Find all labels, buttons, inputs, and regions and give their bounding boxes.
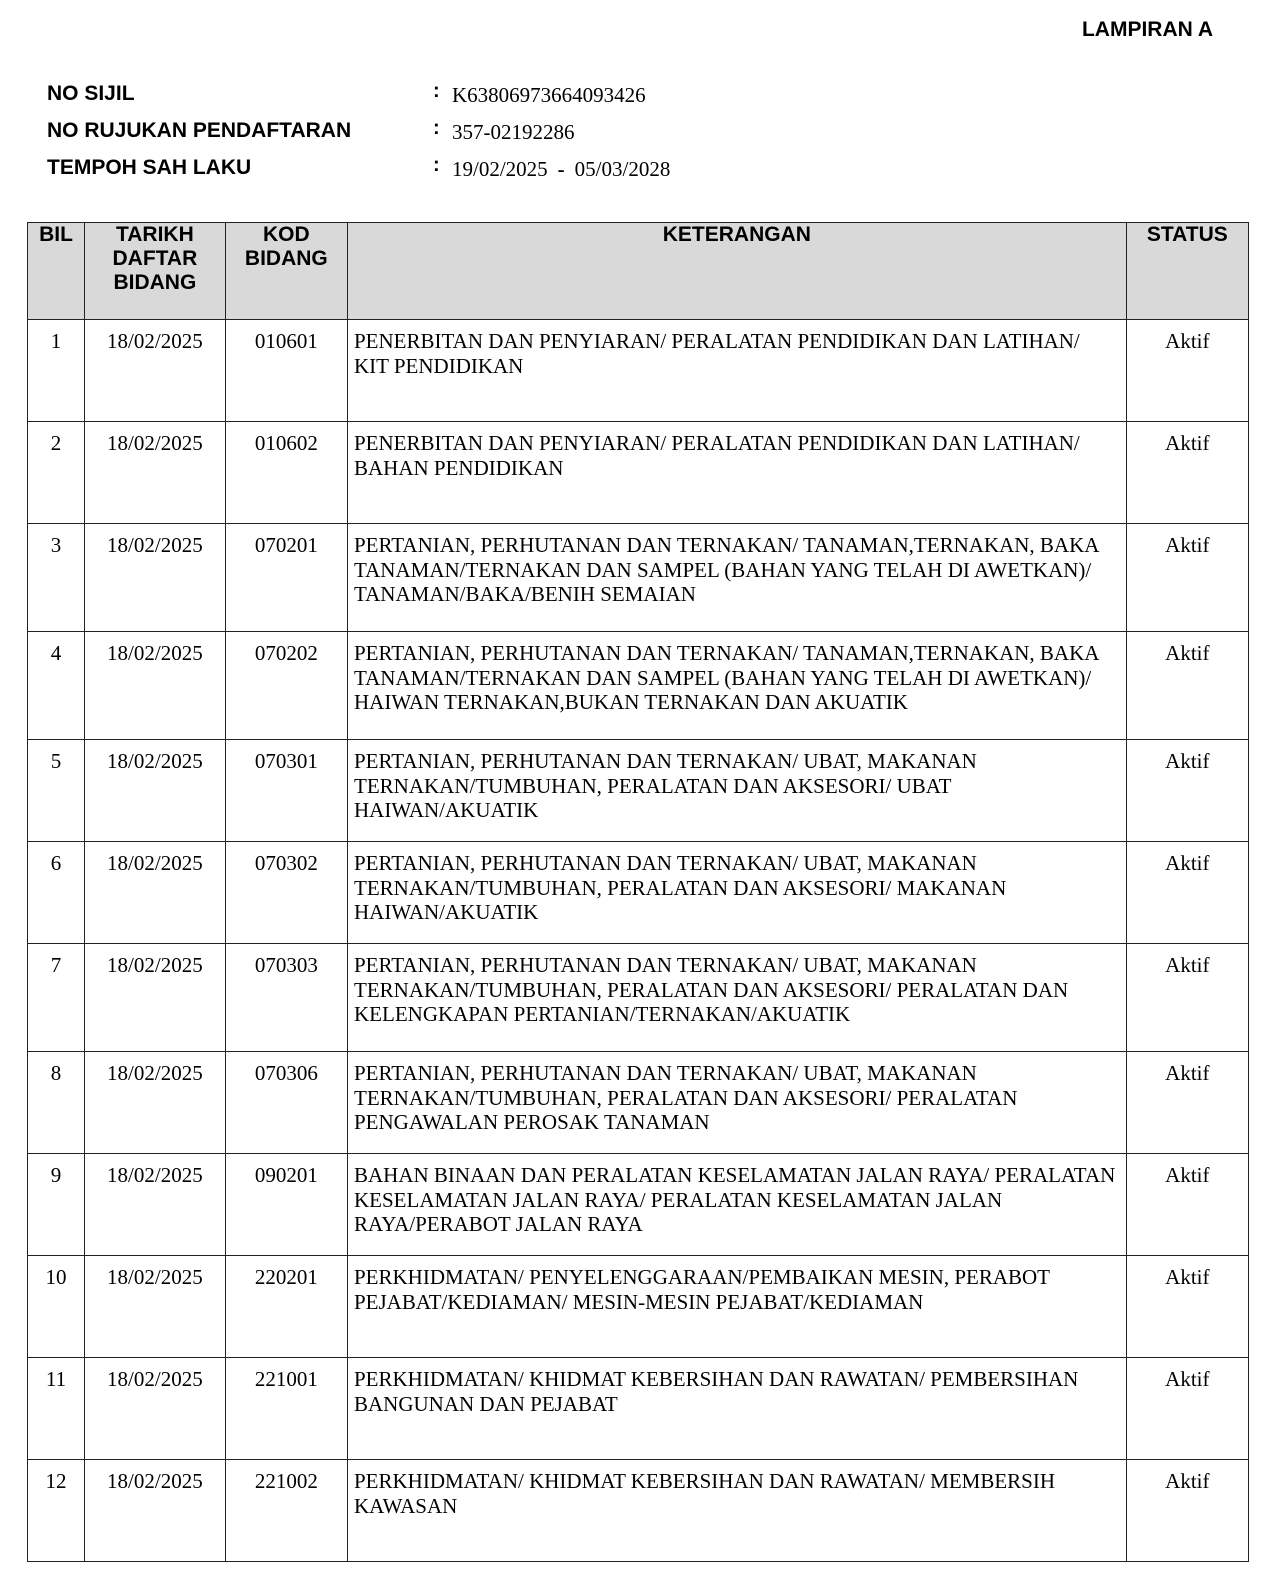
cell-bil: 12 [28,1460,85,1562]
cell-bil: 2 [28,422,85,524]
cell-kod: 221001 [225,1358,347,1460]
cell-keterangan: PERTANIAN, PERHUTANAN DAN TERNAKAN/ UBAT, MAKANAN TERNAKAN/TUMBUHAN, PERALATAN DAN AKSESORI/ UBAT HAIWAN/AKUATIK [348,740,1127,842]
cell-status: Aktif [1126,944,1248,1052]
table-row [28,524,1249,632]
cell-tarikh: 18/02/2025 [85,320,226,422]
cell-status: Aktif [1126,740,1248,842]
tempoh-value [452,157,670,182]
cell-bil: 11 [28,1358,85,1460]
cell-tarikh: 18/02/2025 [85,1256,226,1358]
col-header-kod: KOD BIDANG [225,223,347,320]
cell-status: Aktif [1126,1460,1248,1562]
table-row [28,1358,1249,1460]
cell-bil: 9 [28,1154,85,1256]
table-row [28,944,1249,1052]
colon: : [433,117,440,139]
no-sijil-value: K63806973664093426 [452,83,646,107]
cell-kod: 070301 [225,740,347,842]
colon: : [433,80,440,102]
col-header-bil: BIL [28,223,85,320]
cell-status: Aktif [1126,422,1248,524]
cell-tarikh: 18/02/2025 [85,524,226,632]
table-header-row [28,223,1249,320]
tempoh-label: TEMPOH SAH LAKU [47,156,252,179]
cell-status: Aktif [1126,320,1248,422]
cell-status: Aktif [1126,1052,1248,1154]
table-row [28,1256,1249,1358]
cell-bil: 4 [28,632,85,740]
cell-keterangan: PERKHIDMATAN/ KHIDMAT KEBERSIHAN DAN RAWATAN/ MEMBERSIH KAWASAN [348,1460,1127,1562]
table-row [28,1460,1249,1562]
cell-keterangan: PERKHIDMATAN/ PENYELENGGARAAN/PEMBAIKAN MESIN, PERABOT PEJABAT/KEDIAMAN/ MESIN-MESIN PEJABAT/KEDIAMAN [348,1256,1127,1358]
cell-bil: 8 [28,1052,85,1154]
cell-status: Aktif [1126,1154,1248,1256]
tempoh-start-date: 19/02/2025 [452,157,548,181]
cell-keterangan: PERTANIAN, PERHUTANAN DAN TERNAKAN/ UBAT, MAKANAN TERNAKAN/TUMBUHAN, PERALATAN DAN AKSESORI/ PERALATAN DAN KELENGKAPAN PERTANIAN/TERNAKAN/AKUATIK [348,944,1127,1052]
cell-bil: 10 [28,1256,85,1358]
cell-keterangan: PERTANIAN, PERHUTANAN DAN TERNAKAN/ TANAMAN,TERNAKAN, BAKA TANAMAN/TERNAKAN DAN SAMPEL (BAHAN YANG TELAH DI AWETKAN)/ TANAMAN/BAKA/BENIH SEMAIAN [348,524,1127,632]
tempoh-separator: - [557,157,565,181]
no-rujukan-label: NO RUJUKAN PENDAFTARAN [47,119,352,142]
cell-tarikh: 18/02/2025 [85,632,226,740]
cell-kod: 010601 [225,320,347,422]
cell-status: Aktif [1126,1256,1248,1358]
cell-kod: 221002 [225,1460,347,1562]
col-header-tarikh: TARIKH DAFTAR BIDANG [85,223,226,320]
cell-kod: 070306 [225,1052,347,1154]
table-row [28,1154,1249,1256]
tempoh-end-date: 05/03/2028 [574,157,671,181]
table-row [28,632,1249,740]
cell-tarikh: 18/02/2025 [85,1358,226,1460]
col-header-keterangan: KETERANGAN [348,223,1127,320]
cell-keterangan: PERTANIAN, PERHUTANAN DAN TERNAKAN/ TANAMAN,TERNAKAN, BAKA TANAMAN/TERNAKAN DAN SAMPEL (BAHAN YANG TELAH DI AWETKAN)/ HAIWAN TERNAKAN,BUKAN TERNAKAN DAN AKUATIK [348,632,1127,740]
cell-kod: 220201 [225,1256,347,1358]
cell-kod: 070201 [225,524,347,632]
table-row [28,320,1249,422]
cell-keterangan: PENERBITAN DAN PENYIARAN/ PERALATAN PENDIDIKAN DAN LATIHAN/ BAHAN PENDIDIKAN [348,422,1127,524]
cell-bil: 7 [28,944,85,1052]
cell-status: Aktif [1126,842,1248,944]
table-row [28,1052,1249,1154]
bidang-table [27,222,1249,1562]
col-header-status: STATUS [1126,223,1248,320]
cell-status: Aktif [1126,1358,1248,1460]
cell-tarikh: 18/02/2025 [85,944,226,1052]
cell-tarikh: 18/02/2025 [85,422,226,524]
table-row [28,842,1249,944]
cell-status: Aktif [1126,632,1248,740]
cell-bil: 1 [28,320,85,422]
cell-status: Aktif [1126,524,1248,632]
cell-kod: 090201 [225,1154,347,1256]
table-row [28,422,1249,524]
cell-kod: 010602 [225,422,347,524]
cell-tarikh: 18/02/2025 [85,842,226,944]
no-sijil-label: NO SIJIL [47,82,135,105]
cell-keterangan: PERTANIAN, PERHUTANAN DAN TERNAKAN/ UBAT, MAKANAN TERNAKAN/TUMBUHAN, PERALATAN DAN AKSESORI/ MAKANAN HAIWAN/AKUATIK [348,842,1127,944]
document-title: LAMPIRAN A [1081,18,1213,41]
cell-bil: 5 [28,740,85,842]
cell-kod: 070202 [225,632,347,740]
cell-tarikh: 18/02/2025 [85,740,226,842]
cell-tarikh: 18/02/2025 [85,1460,226,1562]
colon: : [433,154,440,176]
no-rujukan-value: 357-02192286 [452,120,575,144]
cell-keterangan: BAHAN BINAAN DAN PERALATAN KESELAMATAN JALAN RAYA/ PERALATAN KESELAMATAN JALAN RAYA/ PERALATAN KESELAMATAN JALAN RAYA/PERABOT JALAN RAYA [348,1154,1127,1256]
cell-bil: 3 [28,524,85,632]
cell-keterangan: PERKHIDMATAN/ KHIDMAT KEBERSIHAN DAN RAWATAN/ PEMBERSIHAN BANGUNAN DAN PEJABAT [348,1358,1127,1460]
cell-tarikh: 18/02/2025 [85,1052,226,1154]
cell-kod: 070302 [225,842,347,944]
cell-keterangan: PERTANIAN, PERHUTANAN DAN TERNAKAN/ UBAT, MAKANAN TERNAKAN/TUMBUHAN, PERALATAN DAN AKSESORI/ PERALATAN PENGAWALAN PEROSAK TANAMAN [348,1052,1127,1154]
cell-kod: 070303 [225,944,347,1052]
cell-bil: 6 [28,842,85,944]
cell-tarikh: 18/02/2025 [85,1154,226,1256]
table-row [28,740,1249,842]
cell-keterangan: PENERBITAN DAN PENYIARAN/ PERALATAN PENDIDIKAN DAN LATIHAN/ KIT PENDIDIKAN [348,320,1127,422]
